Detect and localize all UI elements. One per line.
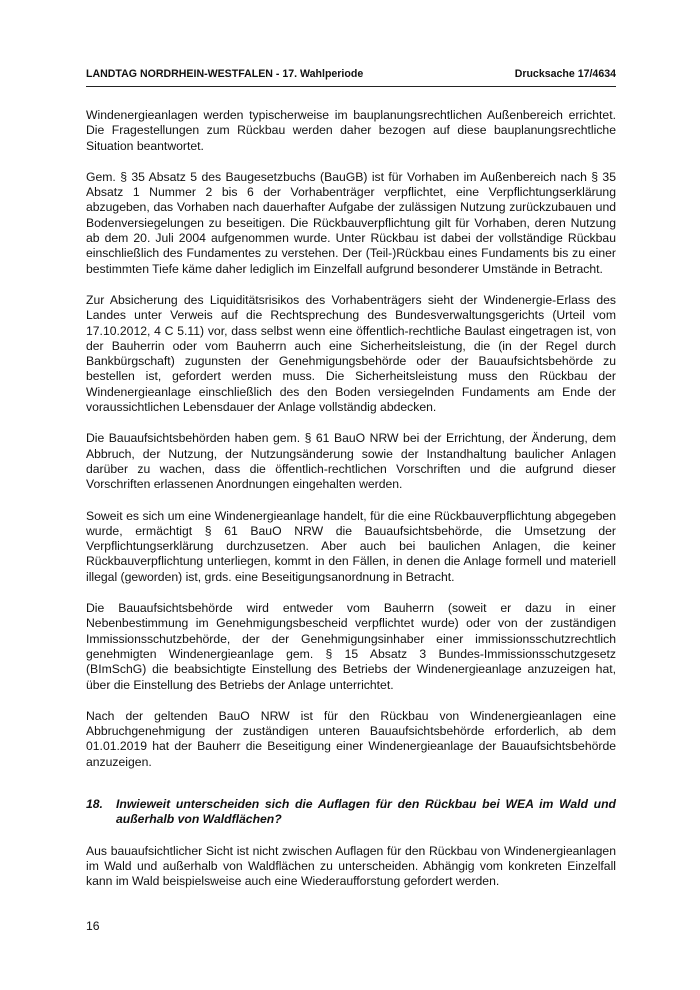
paragraph-enforcement: Soweit es sich um eine Windenergieanlage handelt, für die eine Rückbauverpflichtung abgegeben wurde, ermächtigt § 61 BauO NRW die Bauaufsichtsbehörde, die Umsetzung der Verpflichtungserklärung durchzusetzen. Aber auch bei baulichen Anlagen, die keiner Rückbauverpflichtung unterliegen, kommt in den Fällen, in denen die Anlage formell und materiell illegal (geworden) ist, grds. eine Beseitigungsanordnung in Betracht.	[86, 508, 616, 584]
header-rule	[86, 86, 616, 87]
document-body	[86, 108, 616, 905]
page-header	[86, 68, 616, 84]
paragraph-baugb-obligation: Gem. § 35 Absatz 5 des Baugesetzbuchs (BauGB) ist für Vorhaben im Außenbereich nach § 35 Absatz 1 Nummer 2 bis 6 der Vorhabenträger verpflichtet, eine Verpflichtungserklärung abzugeben, das Vorhaben nach dauerhafter Aufgabe der zulässigen Nutzung zurückzubauen und Bodenversiegelungen zu beseitigen. Die Rückbauverpflichtung gilt für Vorhaben, deren Nutzung ab dem 20. Juli 2004 aufgenommen wurde. Unter Rückbau ist dabei der vollständige Rückbau einschließlich des Fundamentes zu verstehen. Der (Teil-)Rückbau eines Fundaments bis zu einer bestimmten Tiefe käme daher lediglich im Einzelfall aufgrund besonderer Umstände in Betracht.	[86, 169, 616, 276]
header-document-number: Drucksache 17/4634	[514, 68, 616, 80]
question-text: Inwieweit unterscheiden sich die Auflagen für den Rückbau bei WEA im Wald und außerhalb von Waldflächen?	[116, 796, 616, 827]
paragraph-outdoor-area: Windenergieanlagen werden typischerweise im bauplanungsrechtlichen Außenbereich errichtet. Die Fragestellungen zum Rückbau werden daher bezogen auf diese bauplanungsrechtliche Situation beantwortet.	[86, 108, 616, 153]
paragraph-demolition-permit: Nach der geltenden BauO NRW ist für den Rückbau von Windenergieanlagen eine Abbruchgenehmigung der zuständigen unteren Bauaufsichtsbehörde erforderlich, ab dem 01.01.2019 hat der Bauherr die Beseitigung einer Windenergieanlage der Bauaufsichtsbehörde anzuzeigen.	[86, 708, 616, 769]
paragraph-notification: Die Bauaufsichtsbehörde wird entweder vom Bauherrn (soweit er dazu in einer Nebenbestimmung im Genehmigungsbescheid verpflichtet wurde) oder von der zuständigen Immissionsschutzbehörde, der der Genehmigungsinhaber einer immissionsschutzrechtlich genehmigten Windenergieanlage gem. § 15 Absatz 3 Bundes-Immissionsschutzgesetz (BImSchG) die beabsichtigte Einstellung des Betriebs der Windenergieanlage anzuzeigen hat, über die Einstellung des Betriebs der Anlage unterrichtet.	[86, 601, 616, 692]
answer-paragraph: Aus bauaufsichtlicher Sicht ist nicht zwischen Auflagen für den Rückbau von Windenergieanlagen im Wald und außerhalb von Waldflächen zu unterscheiden. Abhängig vom konkreten Einzelfall kann im Wald beispielsweise auch eine Wiederaufforstung gefordert werden.	[86, 843, 616, 889]
paragraph-security-deposit: Zur Absicherung des Liquiditätsrisikos des Vorhabenträgers sieht der Windenergie-Erlass des Landes unter Verweis auf die Rechtsprechung des Bundesverwaltungsgerichts (Urteil vom 17.10.2012, 4 C 5.11) vor, dass selbst wenn eine öffentlich-rechtliche Baulast eingetragen ist, von der Bauherrin oder vom Bauherrn auch eine Sicherheitsleistung, die (in der Regel durch Bankbürgschaft) zugunsten der Genehmigungsbehörde oder der Bauaufsichtsbehörde zu bestellen ist, gefordert werden muss. Die Sicherheitsleistung muss den Rückbau der Windenergieanlage einschließlich des den Boden versiegelnden Fundaments am Ende der voraussichtlichen Lebensdauer der Anlage vollständig abdecken.	[86, 292, 616, 415]
header-parliament-title: LANDTAG NORDRHEIN-WESTFALEN - 17. Wahlperiode	[86, 68, 364, 80]
question-18	[86, 797, 616, 828]
question-number: 18.	[86, 796, 103, 811]
paragraph-building-authority-duties: Die Bauaufsichtsbehörden haben gem. § 61 BauO NRW bei der Errichtung, der Änderung, dem Abbruch, der Nutzung, der Nutzungsänderung sowie der Instandhaltung baulicher Anlagen darüber zu wachen, dass die öffentlich-rechtlichen Vorschriften und die aufgrund dieser Vorschriften erlassenen Anordnungen eingehalten werden.	[86, 431, 616, 492]
page-number: 16	[86, 919, 100, 933]
